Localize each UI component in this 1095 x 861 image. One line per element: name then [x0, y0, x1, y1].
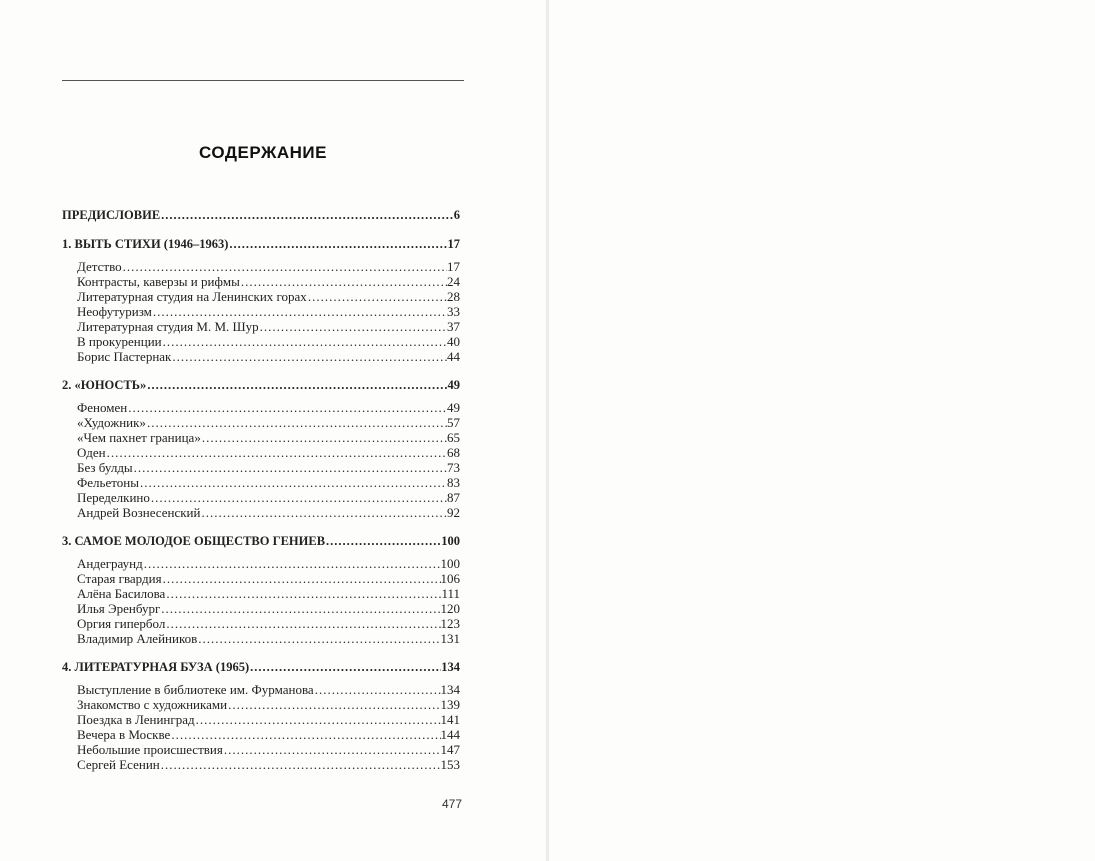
toc-entry-page: 33 — [447, 304, 460, 319]
toc-entry-title: Борис Пастернак — [77, 349, 172, 364]
toc-entry — [62, 445, 460, 460]
toc-entry — [62, 400, 460, 415]
toc-entry — [62, 475, 460, 490]
dot-leader — [146, 378, 447, 393]
toc-entry-title: Выступление в библиотеке им. Фурманова — [77, 682, 314, 697]
toc-entry-page: 65 — [447, 430, 460, 445]
toc-entry-page: 92 — [447, 505, 460, 520]
toc-entry — [62, 490, 460, 505]
dot-leader — [150, 490, 447, 505]
toc-chapter-title: 1. ВЫТЬ СТИХИ (1946–1963) — [62, 237, 229, 251]
toc-preface-page: 6 — [453, 208, 460, 222]
toc-entry-title: Андеграунд — [77, 556, 143, 571]
left-page-number: 477 — [442, 797, 463, 811]
toc-entry-page: 147 — [440, 742, 460, 757]
toc-entry-title: «Чем пахнет граница» — [77, 430, 201, 445]
toc-chapter-page: 100 — [441, 534, 460, 548]
dot-leader — [122, 259, 447, 274]
dot-leader — [152, 304, 447, 319]
dot-leader — [200, 505, 447, 520]
toc-entry — [62, 415, 460, 430]
toc-entry-title: Литературная студия на Ленинских горах — [77, 289, 307, 304]
toc-entry-title: Без булды — [77, 460, 133, 475]
toc-chapter-page: 134 — [441, 660, 460, 674]
dot-leader — [133, 460, 447, 475]
toc-entry — [62, 334, 460, 349]
toc-entry-page: 17 — [447, 259, 460, 274]
right-page — [549, 0, 1095, 861]
dot-leader — [160, 208, 454, 223]
toc-entry-page: 49 — [447, 400, 460, 415]
toc-entry-title: Вечера в Москве — [77, 727, 171, 742]
dot-leader — [106, 445, 447, 460]
toc-entry-page: 40 — [447, 334, 460, 349]
toc-chapter-page: 17 — [447, 237, 460, 251]
toc-entry-page: 73 — [447, 460, 460, 475]
toc-entry-page: 87 — [447, 490, 460, 505]
toc-chapter-page: 49 — [447, 378, 460, 392]
toc-entry-title: Знакомство с художниками — [77, 697, 228, 712]
toc-entry-title: Оден — [77, 445, 106, 460]
dot-leader — [259, 319, 447, 334]
toc-entry-title: Оргия гипербол — [77, 616, 166, 631]
dot-leader — [325, 534, 441, 549]
toc-entry-page: 111 — [441, 586, 460, 601]
dot-leader — [223, 742, 441, 757]
toc-entry-title: Контрасты, каверзы и рифмы — [77, 274, 240, 289]
toc-entry-page: 141 — [440, 712, 460, 727]
dot-leader — [160, 757, 441, 772]
dot-leader — [249, 660, 441, 675]
dot-leader — [228, 237, 447, 252]
left-toc-column — [62, 208, 460, 772]
dot-leader — [227, 697, 440, 712]
dot-leader — [201, 430, 447, 445]
dot-leader — [162, 571, 441, 586]
toc-entry-title: Владимир Алейников — [77, 631, 198, 646]
left-page — [0, 0, 546, 861]
dot-leader — [143, 556, 441, 571]
toc-entry-title: Сергей Есенин — [77, 757, 160, 772]
dot-leader — [165, 586, 441, 601]
dot-leader — [195, 712, 441, 727]
toc-entry-title: Старая гвардия — [77, 571, 162, 586]
toc-entry-page: 134 — [440, 682, 460, 697]
toc-entry-page: 139 — [440, 697, 460, 712]
toc-entry — [62, 556, 460, 571]
toc-entry — [62, 274, 460, 289]
toc-entry — [62, 682, 460, 697]
toc-preface — [62, 208, 460, 223]
toc-entry-title: Алёна Басилова — [77, 586, 166, 601]
toc-entry-title: Феномен — [77, 400, 128, 415]
toc-entry-page: 123 — [440, 616, 460, 631]
toc-entry-title: Андрей Вознесенский — [77, 505, 201, 520]
toc-entry — [62, 571, 460, 586]
toc-entry-title: В прокуренции — [77, 334, 162, 349]
toc-entry-title: Литературная студия М. М. Шур — [77, 319, 259, 334]
toc-chapter — [62, 534, 460, 549]
toc-entry — [62, 460, 460, 475]
toc-entry-title: Переделкино — [77, 490, 150, 505]
toc-entry — [62, 697, 460, 712]
dot-leader — [139, 475, 447, 490]
toc-entry-page: 28 — [447, 289, 460, 304]
toc-entry — [62, 319, 460, 334]
toc-entry — [62, 349, 460, 364]
toc-entry — [62, 586, 460, 601]
toc-entry-page: 153 — [440, 757, 460, 772]
toc-entry-title: Фельетоны — [77, 475, 139, 490]
toc-entry-page: 57 — [447, 415, 460, 430]
toc-entry-page: 44 — [447, 349, 460, 364]
dot-leader — [170, 727, 440, 742]
dot-leader — [314, 682, 441, 697]
toc-entry — [62, 430, 460, 445]
toc-entry-page: 120 — [440, 601, 460, 616]
toc-entry — [62, 631, 460, 646]
dot-leader — [165, 616, 440, 631]
dot-leader — [307, 289, 447, 304]
toc-entry-title: Небольшие происшествия — [77, 742, 223, 757]
dot-leader — [240, 274, 447, 289]
contents-title: СОДЕРЖАНИЕ — [199, 143, 327, 162]
toc-chapter — [62, 237, 460, 252]
toc-entry-page: 37 — [447, 319, 460, 334]
toc-entry-page: 144 — [440, 727, 460, 742]
dot-leader — [197, 631, 440, 646]
toc-entry-page: 83 — [447, 475, 460, 490]
toc-chapter — [62, 660, 460, 675]
toc-chapter-title: 4. ЛИТЕРАТУРНАЯ БУЗА (1965) — [62, 660, 250, 674]
dot-leader — [146, 415, 447, 430]
toc-entry-page: 106 — [440, 571, 460, 586]
dot-leader — [160, 601, 440, 616]
dot-leader — [171, 349, 447, 364]
toc-entry-title: «Художник» — [77, 415, 146, 430]
toc-entry — [62, 289, 460, 304]
toc-chapter — [62, 378, 460, 393]
toc-chapter-title: 2. «ЮНОСТЬ» — [62, 378, 147, 392]
toc-entry — [62, 727, 460, 742]
toc-entry-title: Детство — [77, 259, 122, 274]
toc-entry — [62, 616, 460, 631]
toc-entry-page: 100 — [440, 556, 460, 571]
dot-leader — [127, 400, 447, 415]
toc-entry — [62, 505, 460, 520]
toc-entry-page: 68 — [447, 445, 460, 460]
header-rule — [62, 80, 464, 81]
toc-entry — [62, 304, 460, 319]
toc-preface-title: ПРЕДИСЛОВИЕ — [62, 208, 161, 222]
toc-entry — [62, 259, 460, 274]
toc-entry — [62, 601, 460, 616]
toc-entry-title: Неофутуризм — [77, 304, 152, 319]
toc-entry — [62, 742, 460, 757]
toc-entry — [62, 712, 460, 727]
dot-leader — [162, 334, 447, 349]
toc-chapter-title: 3. САМОЕ МОЛОДОЕ ОБЩЕСТВО ГЕНИЕВ — [62, 534, 326, 548]
toc-entry-page: 131 — [440, 631, 460, 646]
toc-entry-title: Илья Эренбург — [77, 601, 161, 616]
toc-entry-title: Поездка в Ленинград — [77, 712, 195, 727]
toc-entry-page: 24 — [447, 274, 460, 289]
toc-entry — [62, 757, 460, 772]
